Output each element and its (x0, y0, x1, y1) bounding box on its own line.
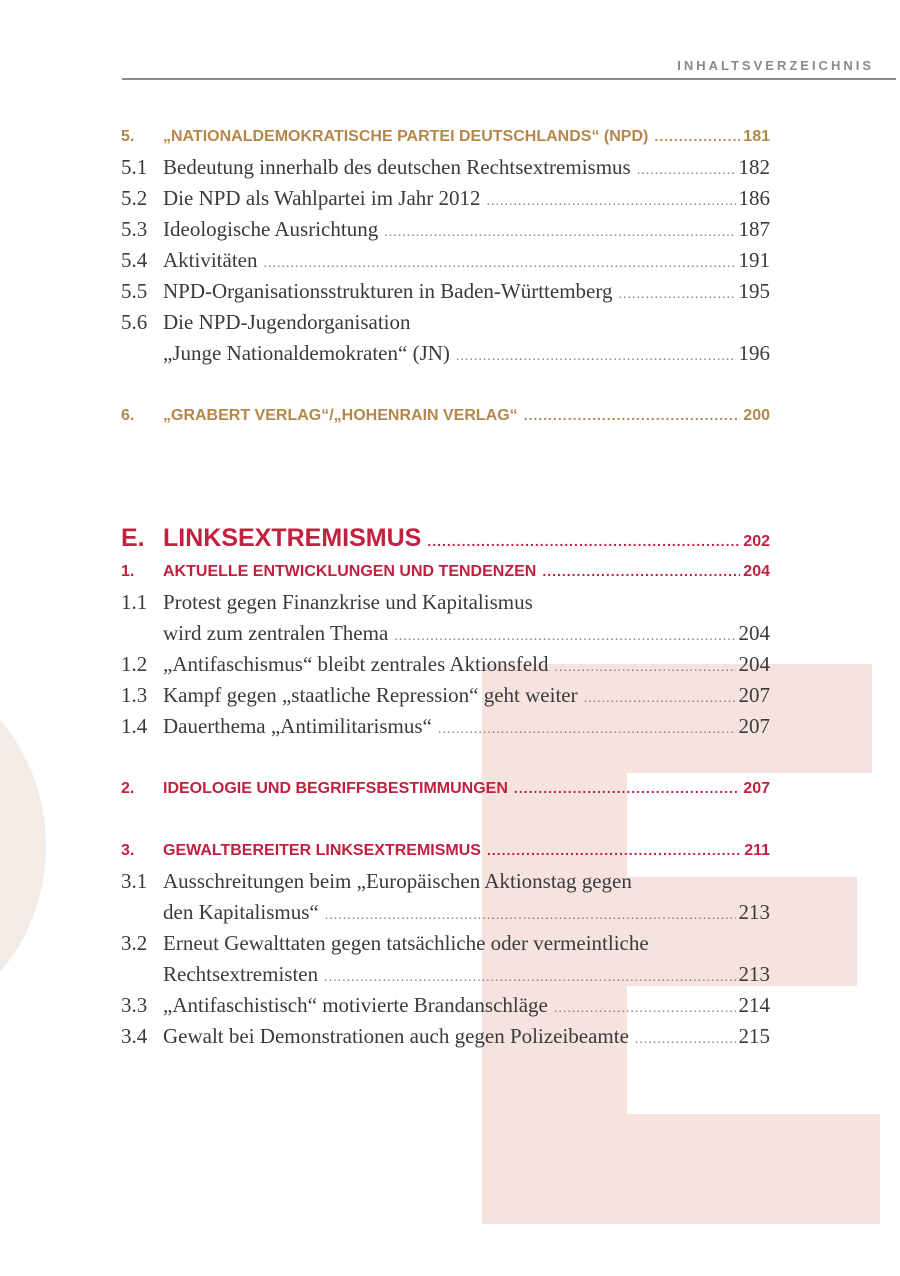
toc-leader (324, 970, 735, 986)
toc-label: Dauerthema „Antimilitarismus“ (163, 714, 432, 738)
toc-page: 191 (738, 248, 770, 272)
toc-entry-5-3[interactable] (121, 217, 770, 242)
toc-section-e-2[interactable] (121, 780, 770, 798)
toc-page: 215 (738, 1024, 770, 1048)
toc-label: LINKSEXTREMISMUS (163, 524, 422, 552)
toc-label: GEWALTBEREITER LINKSEXTREMISMUS (163, 842, 481, 859)
toc-leader (427, 533, 740, 549)
toc-label: „Antifaschistisch“ motivierte Brandanschläge (163, 993, 548, 1017)
toc-page: 181 (743, 128, 770, 145)
toc-label: Gewalt bei Demonstrationen auch gegen Polizeibeamte (163, 1024, 629, 1048)
toc-label: Ideologische Ausrichtung (163, 217, 379, 241)
toc-label: IDEOLOGIE UND BEGRIFFSBESTIMMUNGEN (163, 780, 508, 797)
toc-leader (654, 128, 740, 144)
toc-leader (554, 1001, 736, 1017)
toc-label: Die NPD als Wahlpartei im Jahr 2012 (163, 186, 481, 210)
toc-entry-3-1-line1[interactable] (121, 869, 770, 894)
toc-page: 204 (738, 621, 770, 645)
toc-section-5[interactable] (121, 128, 770, 146)
toc-label-continued: wird zum zentralen Thema (163, 621, 389, 645)
toc-entry-1-3[interactable] (121, 683, 770, 708)
toc-label-continued: „Junge Nationaldemokraten“ (JN) (163, 341, 450, 365)
toc-entry-5-1[interactable] (121, 155, 770, 180)
toc-entry-3-3[interactable] (121, 993, 770, 1018)
toc-label: Bedeutung innerhalb des deutschen Rechtsextremismus (163, 155, 631, 179)
toc-page: 187 (738, 217, 770, 241)
toc-leader (456, 349, 736, 365)
toc-entry-5-6-line1[interactable] (121, 310, 770, 335)
toc-label: „NATIONALDEMOKRATISCHE PARTEI DEUTSCHLANDS“ (NPD) (163, 128, 649, 145)
toc-number: 1.3 (121, 683, 148, 707)
toc-entry-1-4[interactable] (121, 714, 770, 739)
toc-leader (487, 842, 741, 858)
toc-page: 182 (738, 155, 770, 179)
toc-page: 213 (738, 900, 770, 924)
toc-leader (618, 287, 735, 303)
toc-number: 3.3 (121, 993, 148, 1017)
toc-entry-5-2[interactable] (121, 186, 770, 211)
toc-label: Ausschreitungen beim „Europäischen Aktionstag gegen (163, 869, 632, 893)
toc-label-continued: den Kapitalismus“ (163, 900, 319, 924)
toc-label: Erneut Gewalttaten gegen tatsächliche oder vermeintliche (163, 931, 649, 955)
toc-number: 5.3 (121, 217, 148, 241)
toc-number: 1.1 (121, 590, 148, 614)
toc-entry-3-4[interactable] (121, 1024, 770, 1049)
toc-page: 186 (738, 186, 770, 210)
toc-number: 3.1 (121, 869, 148, 893)
toc-number: 3. (121, 842, 135, 859)
toc-leader (394, 629, 735, 645)
toc-page: 207 (743, 780, 770, 797)
toc-number: 1.4 (121, 714, 148, 738)
toc-page: 204 (738, 652, 770, 676)
toc-leader (635, 1032, 736, 1048)
toc-leader (438, 722, 736, 738)
toc-entry-1-2[interactable] (121, 652, 770, 677)
toc-number: 5.2 (121, 186, 148, 210)
toc-label: Die NPD-Jugendorganisation (163, 310, 411, 334)
toc-chapter-e[interactable] (121, 524, 770, 553)
toc-leader (325, 908, 736, 924)
toc-page: 214 (738, 993, 770, 1017)
toc-page: 200 (743, 407, 770, 424)
toc-number: E. (121, 524, 145, 552)
toc-entry-3-2-line2[interactable] (121, 962, 770, 987)
toc-number: 3.2 (121, 931, 148, 955)
toc-label: „GRABERT VERLAG“/„HOHENRAIN VERLAG“ (163, 407, 518, 424)
toc-leader (637, 163, 736, 179)
toc-entry-1-1-line1[interactable] (121, 590, 770, 615)
toc-section-e-1[interactable] (121, 563, 770, 581)
toc-entry-3-2-line1[interactable] (121, 931, 770, 956)
toc-leader (263, 256, 735, 272)
toc-page: 213 (738, 962, 770, 986)
toc-label: Kampf gegen „staatliche Repression“ geht weiter (163, 683, 578, 707)
toc-label: Aktivitäten (163, 248, 258, 272)
toc-leader (514, 780, 740, 796)
toc-number: 5. (121, 128, 135, 145)
toc-entry-5-6-line2[interactable] (121, 341, 770, 366)
toc-page: 204 (743, 563, 770, 580)
toc-label-continued: Rechtsextremisten (163, 962, 319, 986)
toc-entry-5-5[interactable] (121, 279, 770, 304)
toc-label: Protest gegen Finanzkrise und Kapitalismus (163, 590, 533, 614)
toc-page: 207 (738, 683, 770, 707)
toc-leader (584, 691, 736, 707)
toc-entry-5-4[interactable] (121, 248, 770, 273)
toc-leader (487, 194, 736, 210)
toc-entry-1-1-line2[interactable] (121, 621, 770, 646)
toc-number: 5.1 (121, 155, 148, 179)
header-title: INHALTSVERZEICHNIS (677, 58, 874, 73)
toc-number: 5.4 (121, 248, 148, 272)
toc-section-6[interactable] (121, 407, 770, 425)
toc-label: NPD-Organisationsstrukturen in Baden-Württemberg (163, 279, 613, 303)
toc-leader (542, 563, 740, 579)
toc-label: AKTUELLE ENTWICKLUNGEN UND TENDENZEN (163, 563, 537, 580)
toc-page: 195 (738, 279, 770, 303)
toc-page: 207 (738, 714, 770, 738)
toc-leader (555, 660, 736, 676)
toc-number: 3.4 (121, 1024, 148, 1048)
toc-entry-3-1-line2[interactable] (121, 900, 770, 925)
toc-page: 196 (738, 341, 770, 365)
toc-number: 2. (121, 780, 135, 797)
toc-page: 202 (743, 533, 770, 550)
toc-leader (524, 407, 741, 423)
toc-number: 1. (121, 563, 135, 580)
toc-label: „Antifaschismus“ bleibt zentrales Aktionsfeld (163, 652, 549, 676)
toc-number: 1.2 (121, 652, 148, 676)
toc-number: 6. (121, 407, 135, 424)
toc-page: 211 (744, 842, 770, 859)
toc-number: 5.5 (121, 279, 148, 303)
toc-leader (384, 225, 735, 241)
toc-section-e-3[interactable] (121, 842, 770, 860)
toc-number: 5.6 (121, 310, 148, 334)
